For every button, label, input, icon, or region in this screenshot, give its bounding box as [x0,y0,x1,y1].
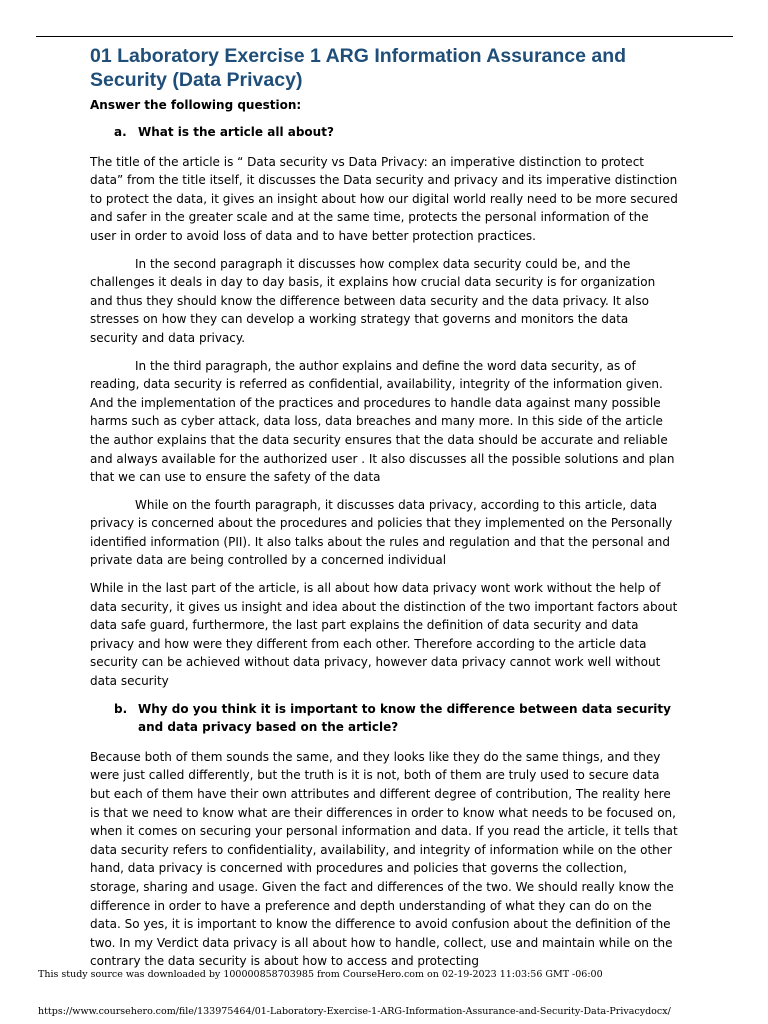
document-title: 01 Laboratory Exercise 1 ARG Information Assurance and Security (Data Privacy) [90,45,627,91]
answer-a-paragraph-1: The title of the article is “ Data security vs Data Privacy: an imperative distinction to protect data” from the title itself, it discusses the Data security and privacy and its imperative distinction to protect the data, it gives an insight about how our digital world really need to be more secured and safer in the greater scale and at the same time, protects the personal information of the user in order to avoid loss of data and to have better protection practices. [90,154,678,243]
question-b-text: Why do you think it is important to know the difference between data security and data privacy based on the article? [138,701,671,735]
source-url-link[interactable]: https://www.coursehero.com/file/133975464/01-Laboratory-Exercise-1-ARG-Information-Assurance-and-Security-Data-Privacydocx/ [38,1006,671,1017]
question-b [90,700,678,737]
instruction: Answer the following question: [90,98,302,112]
document-body [90,44,678,980]
answer-a-paragraph-2: In the second paragraph it discusses how complex data security could be, and the challenges it deals in day to day basis, it explains how crucial data security is for organization and thus they should know the difference between data security and the data privacy. It also stresses on how they can develop a working strategy that governs and monitors the data security and data privacy. [90,256,656,345]
answer-b-paragraph-1: Because both of them sounds the same, and they looks like they do the same things, and they were just called differently, but the truth is it is not, both of them are truly used to secure data but each of them have their own attributes and different degree of contribution, The reality here is that we need to know what are their differences in order to know what needs to be focused on, when it comes on securing your personal information and data. If you read the article, it tells that data security refers to confidentiality, availability, and integrity of information while on the other hand, data privacy is concerned with procedures and policies that governs the collection, storage, sharing and usage. Given the fact and differences of the two. We should really know the difference in order to have a preference and depth understanding of what they can do on the data. So yes, it is important to know the difference to avoid confusion about the definition of the two. In my Verdict data privacy is all about how to handle, collect, use and maintain while on the contrary the data security is about how to access and protecting [90,749,678,969]
download-note: This study source was downloaded by 100000858703985 from CourseHero.com on 02-19-2023 11:03:56 GMT -06:00 [38,969,603,980]
answer-a-paragraph-4: While on the fourth paragraph, it discusses data privacy, according to this article, data privacy is concerned about the procedures and policies that they implemented on the Personally identified information (PII). It also talks about the rules and regulation and that the personal and private data are being controlled by a concerned individual [90,497,673,568]
question-b-marker: b. [114,701,128,716]
question-a-text: What is the article all about? [138,125,334,139]
question-a-marker: a. [114,125,127,139]
question-a [90,123,678,142]
top-rule [36,36,733,37]
answer-a-paragraph-3: In the third paragraph, the author explains and define the word data security, as of reading, data security is referred as confidential, availability, integrity of the information given. And the implementation of the practices and procedures to handle data against many possible harms such as cyber attack, data loss, data breaches and many more. In this side of the article the author explains that the data security ensures that the data should be accurate and reliable and always available for the authorized user . It also discusses all the possible solutions and plan that we can use to ensure the safety of the data [90,358,675,485]
answer-a-paragraph-5: While in the last part of the article, is all about how data privacy wont work without the help of data security, it gives us insight and idea about the distinction of the two important factors about data safe guard, furthermore, the last part explains the definition of data security and data privacy and how were they different from each other. Therefore according to the article data security can be achieved without data privacy, however data privacy cannot work well without data security [90,581,678,689]
